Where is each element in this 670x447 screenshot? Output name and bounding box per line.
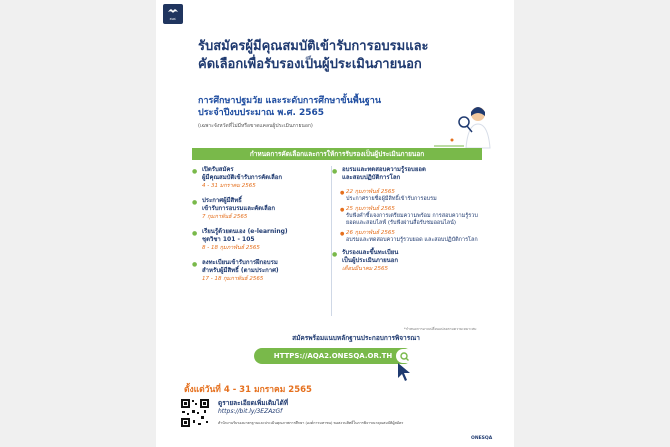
- logo-text: สมศ.: [169, 17, 177, 21]
- schedule-banner: กำหนดการคัดเลือกและการให้การรับรองเป็นผู้ประเมินภายนอก: [192, 148, 482, 160]
- timeline-item: ● ลงทะเบียนเข้ารับการฝึกอบรม สำหรับผู้มีสิทธิ์ (ตามประกาศ) 17 - 18 กุมภาพันธ์ 2565: [192, 259, 279, 282]
- timeline-subitem: ● 25 กุมภาพันธ์ 2565 รับฟังคำชี้แจงการเตรียมความพร้อม การสอบความรู้รวบยอดและสอบไลฟ์ (รับฟังผ่านสื่อรับชมออนไลน์): [340, 206, 478, 226]
- more-info-label: ดูรายละเอียดเพิ่มเติมได้ที่: [218, 399, 289, 407]
- onesqa-logo: [163, 4, 183, 24]
- qr-code[interactable]: [180, 398, 210, 428]
- poster: [156, 0, 514, 447]
- bullet-icon: ●: [192, 168, 198, 175]
- bullet-icon: ●: [192, 230, 198, 237]
- subtitle-line-1: การศึกษาปฐมวัย และระดับการศึกษาขั้นพื้นฐาน: [198, 96, 381, 106]
- deadline-text: ตั้งแต่วันที่ 4 - 31 มกราคม 2565: [184, 385, 312, 395]
- sub-bullet-icon: ●: [340, 207, 345, 213]
- bullet-icon: ●: [192, 261, 198, 268]
- url-link[interactable]: [254, 348, 412, 364]
- search-button[interactable]: [396, 349, 414, 363]
- bullet-icon: ●: [192, 199, 198, 206]
- timeline-item: ● รับรองและขึ้นทะเบียน เป็นผู้ประเมินภายนอก เดือนมีนาคม 2565: [332, 249, 399, 272]
- subtitle-note: (เฉพาะจังหวัดที่ไม่มีหรือขาดแคลนผู้ประเมินภายนอก): [198, 123, 313, 129]
- timeline-subitem: ● 22 กุมภาพันธ์ 2565 ประกาศรายชื่อผู้มีสิทธิ์เข้ารับการอบรม: [340, 189, 437, 202]
- disclaimer: สำนักงานรับรองมาตรฐานและประเมินคุณภาพการศึกษา (องค์การมหาชน) ขอสงวนสิทธิ์ในการพิจารณาคุณสมบัติผู้สมัคร: [218, 421, 404, 425]
- brand-logo: ONESQA: [471, 436, 493, 441]
- magnifier-person-illustration: [434, 100, 498, 152]
- timeline-item: ● ประกาศผู้มีสิทธิ์ เข้ารับการอบรมและคัดเลือก 7 กุมภาพันธ์ 2565: [192, 197, 276, 220]
- timeline-left: [192, 166, 330, 290]
- sub-bullet-icon: ●: [340, 231, 345, 237]
- timeline-item: ● อบรมและทดสอบความรู้รอบยอด และสอบปฏิบัติการโลก: [332, 166, 426, 181]
- timeline-item: ● เรียนรู้ด้วยตนเอง (e-learning) ชุดวิชา 101 - 105 8 - 18 กุมภาพันธ์ 2565: [192, 228, 288, 251]
- subtitle: [198, 95, 458, 119]
- sub-bullet-icon: ●: [340, 190, 345, 196]
- more-info-link[interactable]: https://bit.ly/3EZAzGf: [218, 408, 283, 415]
- subtitle-line-2: ประจำปีงบประมาณ พ.ศ. 2565: [198, 108, 325, 118]
- title-line-1: รับสมัครผู้มีคุณสมบัติเข้ารับการอบรมและ: [198, 39, 429, 54]
- cursor-icon: [396, 362, 412, 382]
- url-text: HTTPS://AQA2.ONESQA.OR.TH: [273, 352, 393, 360]
- title-line-2: คัดเลือกเพื่อรับรองเป็นผู้ประเมินภายนอก: [198, 57, 422, 72]
- bullet-icon: ●: [332, 168, 338, 175]
- footnote: *กำหนดการอาจเปลี่ยนแปลงตามความเหมาะสม: [404, 327, 477, 331]
- page-title: [198, 38, 498, 74]
- bird-logo-icon: [167, 7, 179, 15]
- timeline-subitem: ● 26 กุมภาพันธ์ 2565 อบรมและทดสอบความรู้รวบยอด และสอบปฏิบัติการโลก: [340, 230, 478, 243]
- timeline-right: [332, 166, 482, 280]
- timeline-item: ● เปิดรับสมัคร ผู้มีคุณสมบัติเข้ารับการคัดเลือก 4 - 31 มกราคม 2565: [192, 166, 283, 189]
- bullet-icon: ●: [332, 251, 338, 258]
- apply-instruction: สมัครพร้อมแนบหลักฐานประกอบการพิจารณา: [292, 334, 420, 342]
